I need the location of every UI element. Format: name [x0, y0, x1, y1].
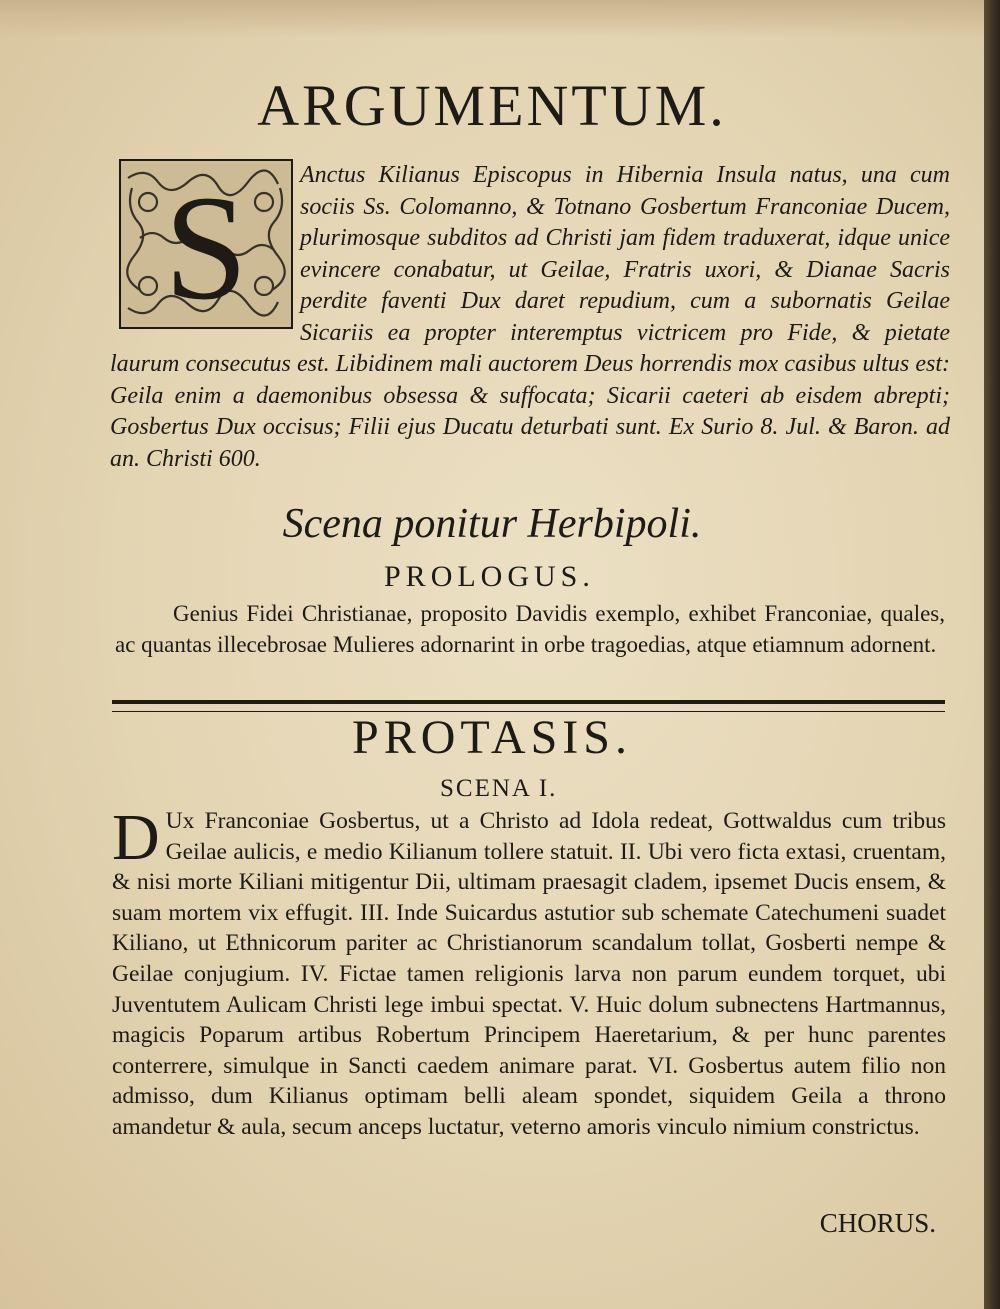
scena-heading: Scena ponitur Herbipoli. — [282, 501, 702, 547]
page-top-edge — [0, 0, 984, 38]
book-spine-edge — [984, 0, 1000, 1309]
protasis-drop-cap: D — [112, 801, 160, 874]
argumentum-text-block — [110, 160, 950, 475]
protasis-title: PROTASIS. — [352, 711, 632, 764]
argumentum-title: ARGUMENTUM. — [257, 73, 727, 138]
prologus-text: Genius Fidei Christianae, proposito Davidis exemplo, exhibet Franconiae, quales, ac quantas illecebrosae Mulieres adornarint in orbe tragoedias, atque etiamnum adornent. — [115, 601, 945, 657]
prologus-title: PROLOGUS. — [384, 560, 595, 593]
argumentum-text: Anctus Kilianus Episcopus in Hibernia Insula natus, una cum sociis Ss. Colomanno, & Totnano Gosbertum Franconiae Ducem, plurimosque subditos ad Christi jam fidem traduxerat, idque unice evincere conabatur, ut Geilae, Fratris uxori, & Dianae Sacris perdite faventi Dux daret repudium, cum a subornatis Geilae Sicariis ea propter interemptus victricem pro Fide, & pietate laurum consecutus est. Libidinem mali auctorem Deus horrendis mox casibus ultus est: Geila enim a daemonibus obsessa & suffocata; Sicarii caeteri ab eisdem abrepti; Gosbertus Dux occisus; Filii ejus Ducatu deturbati sunt. Ex Surio 8. Jul. & Baron. ad an. Christi 600. — [110, 162, 950, 472]
protasis-text-block — [112, 801, 946, 1143]
scena-one-heading: SCENA I. — [440, 775, 558, 802]
protasis-text: Ux Franconiae Gosbertus, ut a Christo ad Idola redeat, Gottwaldus cum tribus Geilae aulicis, e medio Kilianum tollere statuit. II. Ubi vero ficta extasi, cruentam, & nisi morte Kiliani mitigentur Dii, ultimam praesagit cladem, ipsemet Ducis ensem, & suam mortem vix effugit. III. Inde Suicardus astutior sub schemate Catechumeni suadet Kiliano, ut Ethnicorum pariter ac Christianorum scandalum tollat, Gosberti nempe & Geilae conjugium. IV. Fictae tamen religionis larva non parum eundem torquet, ubi Juventutem Aulicam Christi lege imbui spectat. V. Huic dolum subnectens Hartmannus, magicis Poparum artibus Robertum Principem Haeretarium, & per hunc parentes conterrere, simulque in Sancti caedem animare parat. VI. Gosbertus autem filio non admisso, dum Kilianus optimam belli aleam spondet, siquidem Geila a throno amandetur & aula, secum anceps luctatur, veterno amoris vinculo nimium constrictus. — [112, 808, 946, 1140]
catchword: CHORUS. — [819, 1208, 936, 1238]
drop-cap-letter: S — [164, 165, 248, 330]
